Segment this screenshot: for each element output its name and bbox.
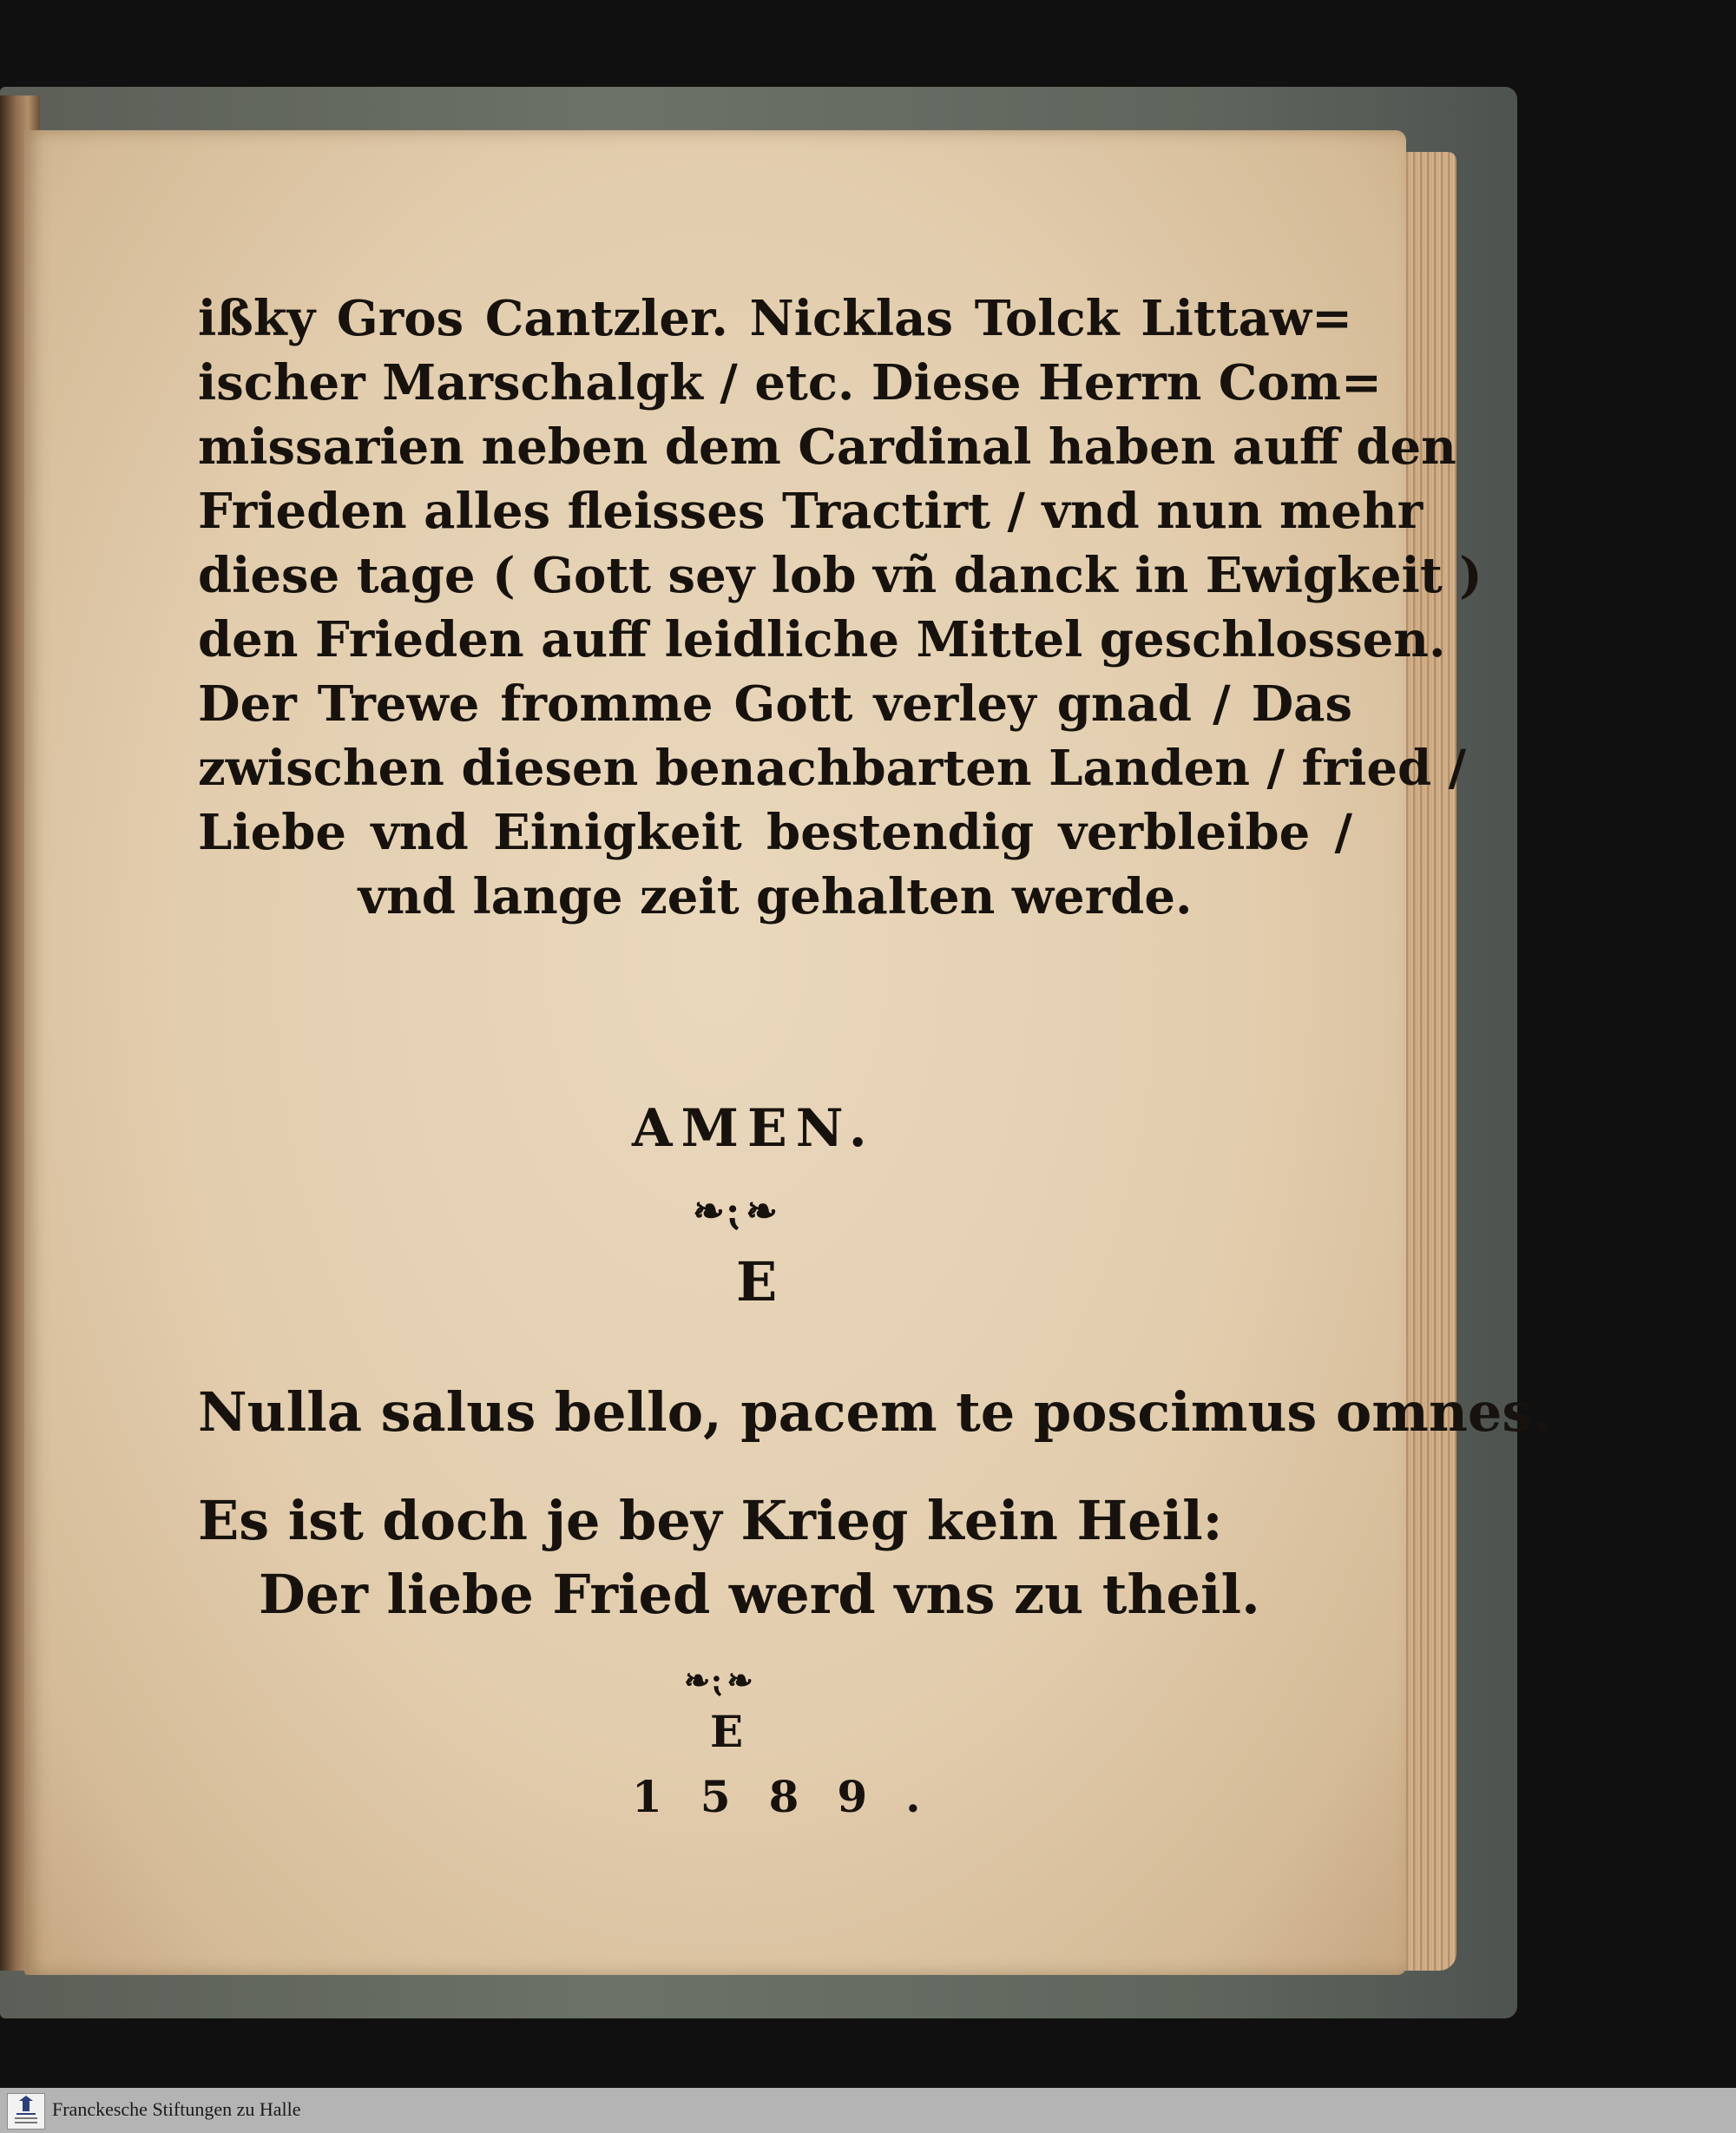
text-line: den Frieden auff leidliche Mittel geschlossen. [198,611,1446,668]
latin-verse: Nulla salus bello, pacem te poscimus omnes. [198,1380,1551,1444]
text-line: zwischen diesen benachbarten Landen / fried / [198,740,1467,797]
ornament-letter: E [736,1250,778,1313]
text-line: Liebe vnd Einigkeit bestendig verbleibe / [198,804,1352,861]
text-line: Der Trewe fromme Gott verley gnad / Das [198,675,1352,733]
footer-bar [0,2088,1736,2133]
ornament-letter-small: E [710,1706,744,1757]
text-line: ischer Marschalgk / etc. Diese Herrn Com= [198,354,1382,411]
german-verse-line-1: Es ist doch je bey Krieg kein Heil: [198,1489,1223,1552]
flourish-ornament: ❧⁏❧ [693,1189,781,1234]
text-line: Frieden alles fleisses Tractirt / vnd nun mehr [198,483,1424,540]
text-line: diese tage ( Gott sey lob vñ danck in Ewigkeit ) [198,547,1483,604]
publication-year: 1589. [632,1771,959,1822]
flourish-ornament-small: ❧⁏❧ [684,1662,756,1699]
text-line: missarien neben dem Cardinal haben auff den [198,418,1457,476]
german-verse-line-2: Der liebe Fried werd vns zu theil. [259,1563,1260,1626]
amen-line: AMEN. [632,1098,876,1159]
text-line: ißky Gros Cantzler. Nicklas Tolck Littaw= [198,290,1352,347]
body-text [198,286,1483,929]
footer-institution[interactable]: Franckesche Stiftungen zu Halle [52,2098,301,2120]
text-line: vnd lange zeit gehalten werde. [358,868,1193,925]
franckesche-stiftungen-logo-icon[interactable] [7,2093,45,2130]
book-page [24,130,1551,1975]
